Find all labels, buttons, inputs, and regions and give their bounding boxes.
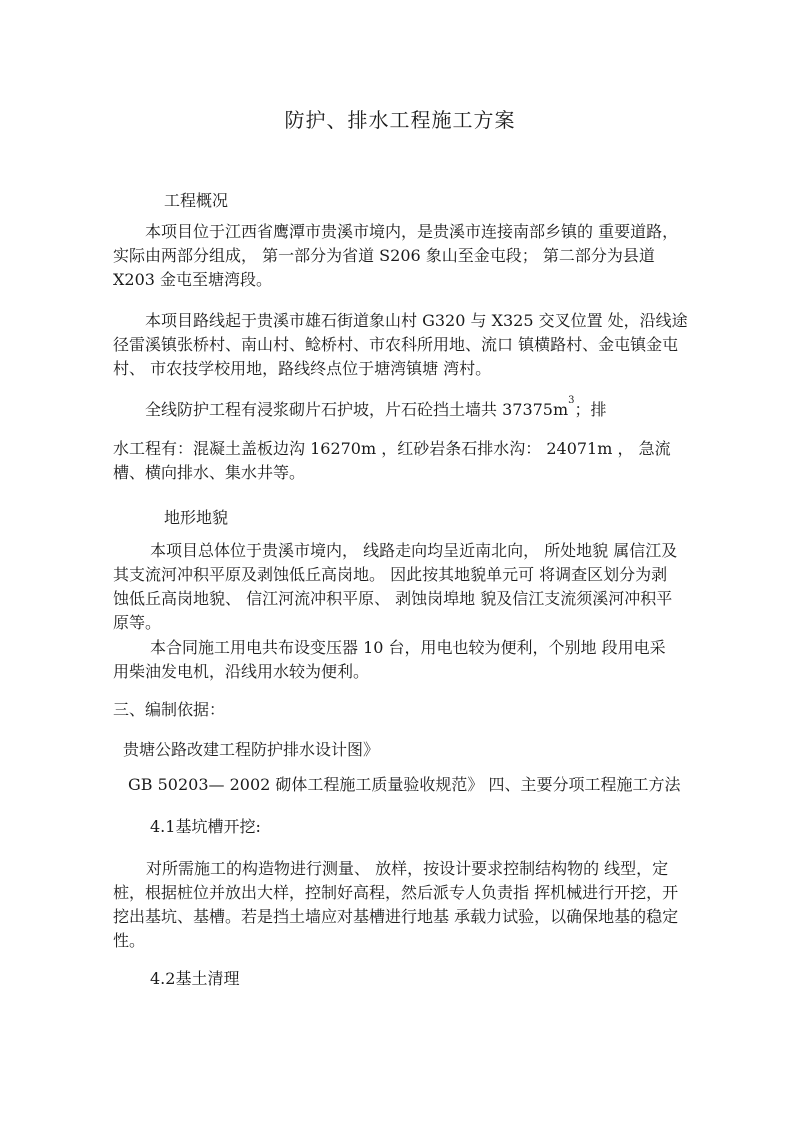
paragraph-line: 性。	[113, 931, 146, 950]
paragraph-line: 挖出基坑、基槽。若是挡土墙应对基槽进行地基 承载力试验，以确保地基的稳定	[113, 907, 679, 926]
paragraph-line: 其支流河冲积平原及剥蚀低丘高岗地。 因此按其地貌单元可 将调查区划分为剥	[113, 565, 668, 584]
paragraph-line: 本项目位于江西省鹰潭市贵溪市境内，是贵溪市连接南部乡镇的 重要道路，	[145, 222, 679, 241]
paragraph-line: 本项目路线起于贵溪市雄石街道象山村 G320 与 X325 交叉位置 处，沿线途	[145, 311, 688, 330]
paragraph-line: 蚀低丘高岗地貌、 信江河流冲积平原、 剥蚀岗埠地 貌及信江支流须溪河冲积平	[113, 589, 673, 608]
paragraph-line: 实际由两部分组成， 第一部分为省道 S206 象山至金屯段； 第二部分为县道	[113, 246, 655, 265]
superscript-three: 3	[568, 395, 575, 406]
protection-tail: ；排	[574, 400, 607, 419]
basis-item-standard: GB 50203— 2002 砌体工程施工质量验收规范》 四、主要分项工程施工方法	[128, 775, 681, 794]
section-heading-4-1: 4.1基坑槽开挖:	[150, 817, 261, 836]
protection-text: 全线防护工程有浸浆砌片石护坡，片石砼挡土墙共 37375m	[145, 400, 569, 419]
paragraph-location	[113, 220, 685, 292]
section-heading-4-2: 4.2基土清理	[150, 969, 240, 988]
paragraph-line: 水工程有：混凝土盖板边沟 16270m ，红砂岩条石排水沟： 24071m ， 急流	[113, 439, 671, 458]
basis-item-design: 贵塘公路改建工程防护排水设计图》	[123, 740, 380, 759]
section-heading-basis: 三、编制依据：	[113, 700, 226, 719]
paragraph-route	[113, 309, 688, 381]
paragraph-line: 桩，根据桩位并放出大样，控制好高程，然后派专人负责指 挥机械进行开挖，开	[113, 883, 679, 902]
paragraph-terrain	[113, 539, 685, 635]
paragraph-line: 本项目总体位于贵溪市境内， 线路走向均呈近南北向， 所处地貌 属信江及	[150, 541, 678, 560]
paragraph-drainage	[113, 437, 685, 485]
paragraph-line: X203 金屯至塘湾段。	[113, 270, 273, 289]
section-heading-overview: 工程概况	[164, 191, 229, 210]
paragraph-line: 用柴油发电机，沿线用水较为便利。	[113, 662, 370, 681]
paragraph-line: 槽、横向排水、集水井等。	[113, 463, 306, 482]
paragraph-line: 对所需施工的构造物进行测量、 放样，按设计要求控制结构物的 线型，定	[146, 859, 669, 878]
paragraph-excavation	[113, 857, 685, 953]
paragraph-line: 本合同施工用电共布设变压器 10 台，用电也较为便利，个别地 段用电采	[150, 638, 666, 657]
paragraph-line: 径雷溪镇张桥村、南山村、鲶桥村、市农科所用地、流口 镇横路村、金屯镇金屯	[113, 335, 679, 354]
paragraph-power	[113, 636, 685, 684]
page-title: 防护、排水工程施工方案	[284, 108, 516, 132]
paragraph-protection	[145, 397, 607, 420]
paragraph-line: 原等。	[113, 613, 162, 632]
paragraph-line: 村、 市农技学校用地，路线终点位于塘湾镇塘 湾村。	[113, 359, 492, 378]
section-heading-terrain: 地形地貌	[164, 508, 229, 527]
